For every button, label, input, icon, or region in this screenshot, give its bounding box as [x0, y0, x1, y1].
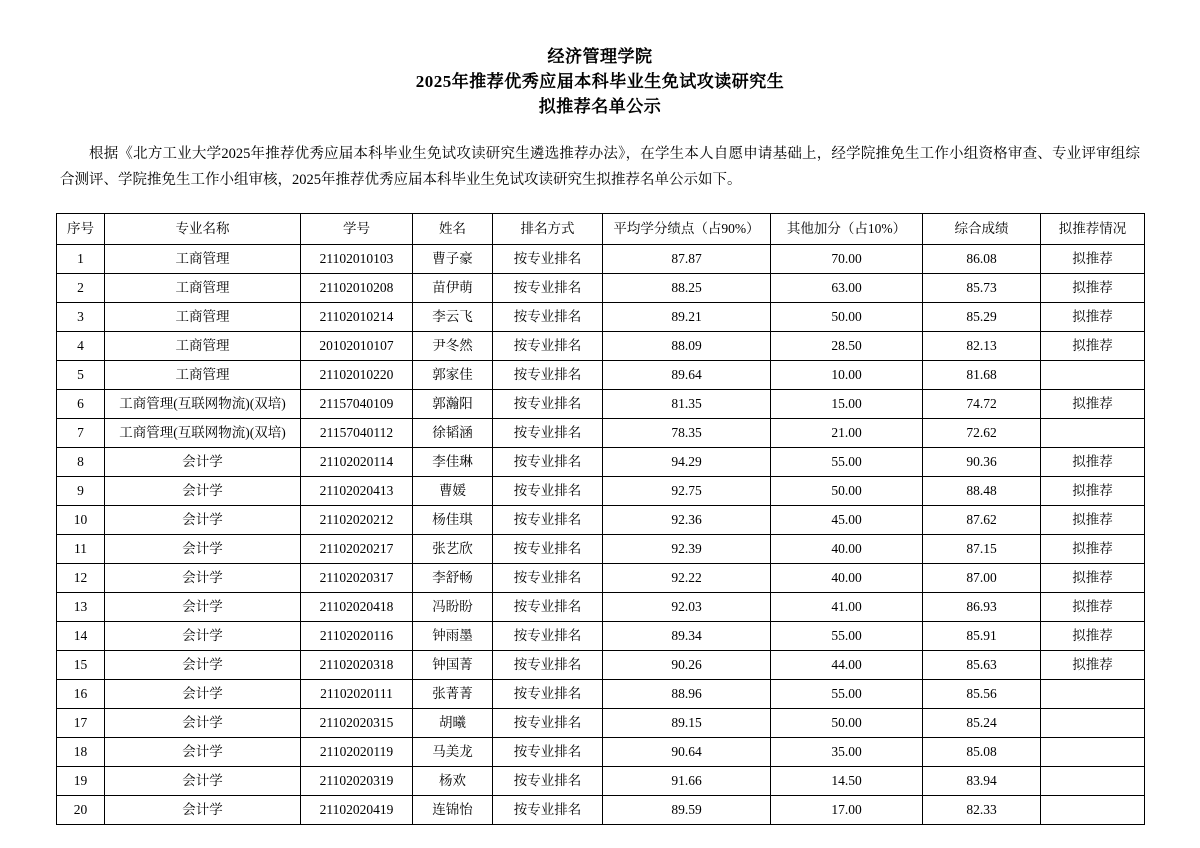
- cell-name: 连锦怡: [413, 796, 493, 825]
- cell-major: 工商管理: [105, 303, 301, 332]
- table-row: [57, 622, 1145, 651]
- cell-recommendation: 拟推荐: [1041, 622, 1145, 651]
- table-row: [57, 332, 1145, 361]
- cell-major: 会计学: [105, 796, 301, 825]
- cell-index: 15: [57, 651, 105, 680]
- cell-index: 20: [57, 796, 105, 825]
- cell-name: 张菁菁: [413, 680, 493, 709]
- cell-student-id: 21102020114: [301, 448, 413, 477]
- cell-index: 17: [57, 709, 105, 738]
- cell-index: 18: [57, 738, 105, 767]
- table-row: [57, 303, 1145, 332]
- cell-gpa: 92.22: [603, 564, 771, 593]
- cell-index: 1: [57, 245, 105, 274]
- cell-gpa: 81.35: [603, 390, 771, 419]
- cell-name: 郭家佳: [413, 361, 493, 390]
- cell-extra-points: 28.50: [771, 332, 923, 361]
- table-row: [57, 274, 1145, 303]
- column-header-name: 姓名: [413, 214, 493, 245]
- cell-major: 会计学: [105, 622, 301, 651]
- document-title-block: [56, 44, 1144, 119]
- column-header-gpa: 平均学分绩点（占90%）: [603, 214, 771, 245]
- cell-major: 会计学: [105, 709, 301, 738]
- cell-name: 马美龙: [413, 738, 493, 767]
- cell-extra-points: 40.00: [771, 535, 923, 564]
- cell-name: 杨欢: [413, 767, 493, 796]
- cell-extra-points: 50.00: [771, 303, 923, 332]
- cell-total-score: 74.72: [923, 390, 1041, 419]
- cell-student-id: 21102020318: [301, 651, 413, 680]
- cell-recommendation: 拟推荐: [1041, 448, 1145, 477]
- table-row: [57, 593, 1145, 622]
- cell-ranking-method: 按专业排名: [493, 361, 603, 390]
- cell-name: 冯盼盼: [413, 593, 493, 622]
- cell-major: 会计学: [105, 651, 301, 680]
- table-header-row: [57, 214, 1145, 245]
- cell-ranking-method: 按专业排名: [493, 593, 603, 622]
- cell-gpa: 88.25: [603, 274, 771, 303]
- cell-recommendation: 拟推荐: [1041, 245, 1145, 274]
- cell-student-id: 21102020319: [301, 767, 413, 796]
- cell-ranking-method: 按专业排名: [493, 709, 603, 738]
- cell-total-score: 87.15: [923, 535, 1041, 564]
- cell-gpa: 87.87: [603, 245, 771, 274]
- cell-recommendation: 拟推荐: [1041, 651, 1145, 680]
- cell-index: 19: [57, 767, 105, 796]
- cell-student-id: 21102020119: [301, 738, 413, 767]
- cell-index: 13: [57, 593, 105, 622]
- cell-recommendation: 拟推荐: [1041, 303, 1145, 332]
- cell-gpa: 89.64: [603, 361, 771, 390]
- table-row: [57, 419, 1145, 448]
- cell-recommendation: [1041, 796, 1145, 825]
- cell-total-score: 88.48: [923, 477, 1041, 506]
- cell-extra-points: 35.00: [771, 738, 923, 767]
- cell-recommendation: [1041, 419, 1145, 448]
- cell-name: 李云飞: [413, 303, 493, 332]
- cell-student-id: 21102020413: [301, 477, 413, 506]
- cell-major: 工商管理(互联网物流)(双培): [105, 390, 301, 419]
- table-row: [57, 564, 1145, 593]
- cell-student-id: 21102020111: [301, 680, 413, 709]
- cell-ranking-method: 按专业排名: [493, 303, 603, 332]
- cell-gpa: 94.29: [603, 448, 771, 477]
- table-row: [57, 245, 1145, 274]
- cell-name: 郭瀚阳: [413, 390, 493, 419]
- column-header-ranking-method: 排名方式: [493, 214, 603, 245]
- cell-extra-points: 63.00: [771, 274, 923, 303]
- page-title-line-1: 经济管理学院: [547, 47, 653, 66]
- cell-recommendation: [1041, 361, 1145, 390]
- cell-extra-points: 55.00: [771, 448, 923, 477]
- cell-extra-points: 50.00: [771, 709, 923, 738]
- table-row: [57, 651, 1145, 680]
- cell-extra-points: 41.00: [771, 593, 923, 622]
- cell-student-id: 21102020217: [301, 535, 413, 564]
- table-row: [57, 709, 1145, 738]
- cell-ranking-method: 按专业排名: [493, 332, 603, 361]
- cell-index: 3: [57, 303, 105, 332]
- cell-extra-points: 15.00: [771, 390, 923, 419]
- cell-student-id: 21102010220: [301, 361, 413, 390]
- cell-recommendation: 拟推荐: [1041, 274, 1145, 303]
- cell-student-id: 21102020418: [301, 593, 413, 622]
- cell-name: 张艺欣: [413, 535, 493, 564]
- cell-name: 尹冬然: [413, 332, 493, 361]
- column-header-major: 专业名称: [105, 214, 301, 245]
- cell-name: 曹媛: [413, 477, 493, 506]
- cell-total-score: 72.62: [923, 419, 1041, 448]
- cell-gpa: 92.75: [603, 477, 771, 506]
- cell-gpa: 90.64: [603, 738, 771, 767]
- table-row: [57, 796, 1145, 825]
- cell-gpa: 89.21: [603, 303, 771, 332]
- cell-name: 胡曦: [413, 709, 493, 738]
- cell-total-score: 85.29: [923, 303, 1041, 332]
- cell-recommendation: [1041, 680, 1145, 709]
- cell-extra-points: 55.00: [771, 680, 923, 709]
- cell-recommendation: 拟推荐: [1041, 506, 1145, 535]
- column-header-recommendation: 拟推荐情况: [1041, 214, 1145, 245]
- cell-student-id: 20102010107: [301, 332, 413, 361]
- cell-index: 2: [57, 274, 105, 303]
- cell-total-score: 85.08: [923, 738, 1041, 767]
- cell-major: 工商管理: [105, 274, 301, 303]
- intro-paragraph: 根据《北方工业大学2025年推荐优秀应届本科毕业生免试攻读研究生遴选推荐办法》，在学生本人自愿申请基础上，经学院推免生工作小组资格审查、专业评审组综合测评、学院推免生工作小组审核，2025年推荐优秀应届本科毕业生免试攻读研究生拟推荐名单公示如下。: [60, 146, 1140, 188]
- cell-total-score: 83.94: [923, 767, 1041, 796]
- column-header-extra-points: 其他加分（占10%）: [771, 214, 923, 245]
- cell-recommendation: 拟推荐: [1041, 332, 1145, 361]
- cell-index: 8: [57, 448, 105, 477]
- cell-student-id: 21102020419: [301, 796, 413, 825]
- cell-extra-points: 10.00: [771, 361, 923, 390]
- cell-total-score: 81.68: [923, 361, 1041, 390]
- page-title-line-2: 2025年推荐优秀应届本科毕业生免试攻读研究生: [415, 72, 785, 91]
- cell-gpa: 92.03: [603, 593, 771, 622]
- cell-extra-points: 17.00: [771, 796, 923, 825]
- cell-name: 钟雨墨: [413, 622, 493, 651]
- cell-student-id: 21102020315: [301, 709, 413, 738]
- cell-ranking-method: 按专业排名: [493, 535, 603, 564]
- cell-major: 工商管理: [105, 245, 301, 274]
- cell-name: 钟国菁: [413, 651, 493, 680]
- cell-major: 工商管理: [105, 361, 301, 390]
- cell-gpa: 89.59: [603, 796, 771, 825]
- cell-index: 9: [57, 477, 105, 506]
- cell-student-id: 21157040112: [301, 419, 413, 448]
- table-body: [57, 245, 1145, 825]
- cell-ranking-method: 按专业排名: [493, 448, 603, 477]
- cell-major: 会计学: [105, 477, 301, 506]
- cell-recommendation: 拟推荐: [1041, 593, 1145, 622]
- table-row: [57, 361, 1145, 390]
- cell-student-id: 21102010214: [301, 303, 413, 332]
- cell-gpa: 91.66: [603, 767, 771, 796]
- cell-ranking-method: 按专业排名: [493, 680, 603, 709]
- cell-extra-points: 50.00: [771, 477, 923, 506]
- cell-student-id: 21102010103: [301, 245, 413, 274]
- cell-gpa: 92.39: [603, 535, 771, 564]
- cell-major: 会计学: [105, 738, 301, 767]
- cell-ranking-method: 按专业排名: [493, 245, 603, 274]
- table-row: [57, 448, 1145, 477]
- cell-ranking-method: 按专业排名: [493, 622, 603, 651]
- cell-recommendation: 拟推荐: [1041, 390, 1145, 419]
- cell-extra-points: 70.00: [771, 245, 923, 274]
- cell-total-score: 82.13: [923, 332, 1041, 361]
- cell-ranking-method: 按专业排名: [493, 274, 603, 303]
- cell-major: 会计学: [105, 506, 301, 535]
- cell-ranking-method: 按专业排名: [493, 419, 603, 448]
- cell-total-score: 90.36: [923, 448, 1041, 477]
- cell-total-score: 86.08: [923, 245, 1041, 274]
- cell-extra-points: 21.00: [771, 419, 923, 448]
- cell-total-score: 82.33: [923, 796, 1041, 825]
- cell-major: 工商管理: [105, 332, 301, 361]
- cell-student-id: 21102010208: [301, 274, 413, 303]
- cell-index: 7: [57, 419, 105, 448]
- cell-index: 5: [57, 361, 105, 390]
- table-row: [57, 477, 1145, 506]
- cell-index: 11: [57, 535, 105, 564]
- cell-extra-points: 14.50: [771, 767, 923, 796]
- cell-recommendation: 拟推荐: [1041, 477, 1145, 506]
- table-row: [57, 390, 1145, 419]
- cell-index: 12: [57, 564, 105, 593]
- cell-gpa: 88.09: [603, 332, 771, 361]
- cell-index: 10: [57, 506, 105, 535]
- cell-index: 16: [57, 680, 105, 709]
- cell-recommendation: [1041, 738, 1145, 767]
- cell-recommendation: 拟推荐: [1041, 535, 1145, 564]
- cell-index: 6: [57, 390, 105, 419]
- cell-student-id: 21157040109: [301, 390, 413, 419]
- cell-name: 李舒畅: [413, 564, 493, 593]
- cell-ranking-method: 按专业排名: [493, 390, 603, 419]
- cell-recommendation: [1041, 709, 1145, 738]
- cell-gpa: 78.35: [603, 419, 771, 448]
- cell-total-score: 85.63: [923, 651, 1041, 680]
- column-header-total-score: 综合成绩: [923, 214, 1041, 245]
- cell-ranking-method: 按专业排名: [493, 477, 603, 506]
- cell-ranking-method: 按专业排名: [493, 796, 603, 825]
- table-row: [57, 738, 1145, 767]
- cell-major: 会计学: [105, 535, 301, 564]
- cell-name: 苗伊萌: [413, 274, 493, 303]
- cell-student-id: 21102020212: [301, 506, 413, 535]
- column-header-student-id: 学号: [301, 214, 413, 245]
- table-row: [57, 506, 1145, 535]
- cell-total-score: 87.62: [923, 506, 1041, 535]
- cell-ranking-method: 按专业排名: [493, 564, 603, 593]
- cell-name: 徐韬涵: [413, 419, 493, 448]
- cell-major: 会计学: [105, 448, 301, 477]
- cell-student-id: 21102020317: [301, 564, 413, 593]
- cell-recommendation: [1041, 767, 1145, 796]
- cell-major: 会计学: [105, 564, 301, 593]
- cell-extra-points: 40.00: [771, 564, 923, 593]
- cell-student-id: 21102020116: [301, 622, 413, 651]
- cell-ranking-method: 按专业排名: [493, 651, 603, 680]
- cell-major: 会计学: [105, 593, 301, 622]
- cell-gpa: 89.15: [603, 709, 771, 738]
- cell-total-score: 85.91: [923, 622, 1041, 651]
- cell-total-score: 87.00: [923, 564, 1041, 593]
- cell-gpa: 90.26: [603, 651, 771, 680]
- table-row: [57, 680, 1145, 709]
- table-row: [57, 767, 1145, 796]
- cell-name: 杨佳琪: [413, 506, 493, 535]
- cell-total-score: 85.73: [923, 274, 1041, 303]
- page-title-line-3: 拟推荐名单公示: [538, 97, 662, 116]
- cell-gpa: 92.36: [603, 506, 771, 535]
- cell-recommendation: 拟推荐: [1041, 564, 1145, 593]
- cell-index: 4: [57, 332, 105, 361]
- cell-major: 会计学: [105, 680, 301, 709]
- cell-total-score: 86.93: [923, 593, 1041, 622]
- column-header-index: 序号: [57, 214, 105, 245]
- cell-extra-points: 45.00: [771, 506, 923, 535]
- cell-name: 曹子豪: [413, 245, 493, 274]
- cell-extra-points: 44.00: [771, 651, 923, 680]
- cell-total-score: 85.24: [923, 709, 1041, 738]
- cell-major: 工商管理(互联网物流)(双培): [105, 419, 301, 448]
- cell-gpa: 88.96: [603, 680, 771, 709]
- table-row: [57, 535, 1145, 564]
- candidates-table: [56, 213, 1145, 825]
- cell-major: 会计学: [105, 767, 301, 796]
- cell-name: 李佳琳: [413, 448, 493, 477]
- cell-index: 14: [57, 622, 105, 651]
- cell-ranking-method: 按专业排名: [493, 767, 603, 796]
- cell-ranking-method: 按专业排名: [493, 738, 603, 767]
- cell-ranking-method: 按专业排名: [493, 506, 603, 535]
- cell-gpa: 89.34: [603, 622, 771, 651]
- cell-extra-points: 55.00: [771, 622, 923, 651]
- cell-total-score: 85.56: [923, 680, 1041, 709]
